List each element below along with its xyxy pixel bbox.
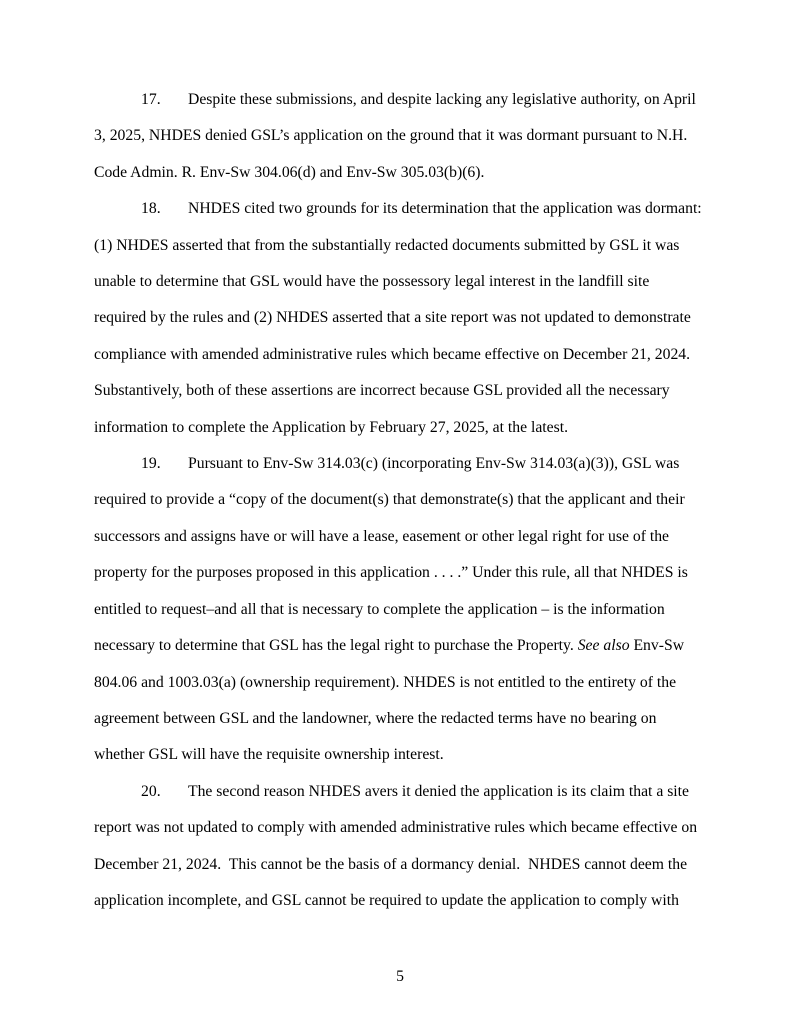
paragraph-line [94, 665, 708, 701]
paragraph-number: 20. [141, 782, 161, 800]
paragraph-line [94, 300, 708, 336]
text-run: entitled to request–and all that is necessary to complete the application – is the information [94, 600, 665, 618]
paragraph-line [94, 155, 708, 191]
text-run: Despite these submissions, and despite lacking any legislative authority, on April [188, 91, 696, 108]
text-run: required to provide a “copy of the document(s) that demonstrate(s) that the applicant and their [94, 491, 685, 509]
paragraph-line [94, 264, 708, 300]
text-run: required by the rules and (2) NHDES asserted that a site report was not updated to demonstrate [94, 309, 691, 327]
text-run: application incomplete, and GSL cannot be required to update the application to comply with [94, 891, 679, 909]
text-run: successors and assigns have or will have a lease, easement or other legal right for use of the [94, 527, 670, 545]
text-run: Code Admin. R. Env-Sw 304.06(d) and Env-Sw 305.03(b)(6). [94, 163, 485, 181]
paragraph-number: 17. [141, 91, 161, 108]
page-footer [0, 959, 800, 995]
paragraph-line [94, 810, 708, 846]
paragraph-first-line [94, 191, 708, 227]
paragraph-line [94, 628, 708, 664]
paragraph-number: 18. [141, 200, 161, 218]
text-run: unable to determine that GSL would have the possessory legal interest in the landfill site [94, 273, 650, 291]
text-run: whether GSL will have the requisite ownership interest. [94, 746, 444, 764]
paragraph-line [94, 592, 708, 628]
text-run: (1) NHDES asserted that from the substantially redacted documents submitted by GSL it was [94, 236, 680, 254]
page-number: 5 [396, 968, 404, 985]
text-run: December 21, 2024. This cannot be the basis of a dormancy denial. NHDES cannot deem the [94, 855, 688, 873]
text-run: Env-Sw [629, 637, 685, 655]
paragraph-line [94, 555, 708, 591]
text-run: agreement between GSL and the landowner, where the redacted terms have no bearing on [94, 709, 657, 727]
paragraph-line [94, 737, 708, 773]
document-body [94, 82, 708, 919]
paragraph-number: 19. [141, 455, 161, 473]
paragraph-first-line [94, 82, 708, 118]
paragraph-line [94, 410, 708, 446]
paragraph-line [94, 701, 708, 737]
text-run: Pursuant to Env-Sw 314.03(c) (incorporating Env-Sw 314.03(a)(3)), GSL was [188, 455, 680, 473]
paragraph-first-line [94, 774, 708, 810]
text-run: compliance with amended administrative rules which became effective on December 21, 2024. [94, 345, 691, 363]
paragraph-line [94, 847, 708, 883]
italic-text-run: See also [577, 637, 630, 655]
text-run: 804.06 and 1003.03(a) (ownership requirement). NHDES is not entitled to the entirety of the [94, 673, 677, 691]
paragraph-line [94, 118, 708, 154]
paragraph-line [94, 519, 708, 555]
paragraph-line [94, 337, 708, 373]
text-run: property for the purposes proposed in this application . . . .” Under this rule, all that NHDES is [94, 564, 688, 582]
paragraph-line [94, 373, 708, 409]
text-run: necessary to determine that GSL has the legal right to purchase the Property. [94, 637, 578, 655]
paragraph-first-line [94, 446, 708, 482]
paragraph-line [94, 482, 708, 518]
paragraph-line [94, 228, 708, 264]
text-run: The second reason NHDES avers it denied the application is its claim that a site [188, 782, 689, 800]
text-run: Substantively, both of these assertions are incorrect because GSL provided all the necessary [94, 382, 670, 400]
text-run: NHDES cited two grounds for its determination that the application was dormant: [188, 200, 702, 218]
paragraph-line [94, 883, 708, 919]
text-run: information to complete the Application by February 27, 2025, at the latest. [94, 418, 569, 436]
text-run: 3, 2025, NHDES denied GSL’s application on the ground that it was dormant pursuant to N.H. [94, 127, 688, 145]
text-run: report was not updated to comply with amended administrative rules which became effective on [94, 819, 698, 837]
